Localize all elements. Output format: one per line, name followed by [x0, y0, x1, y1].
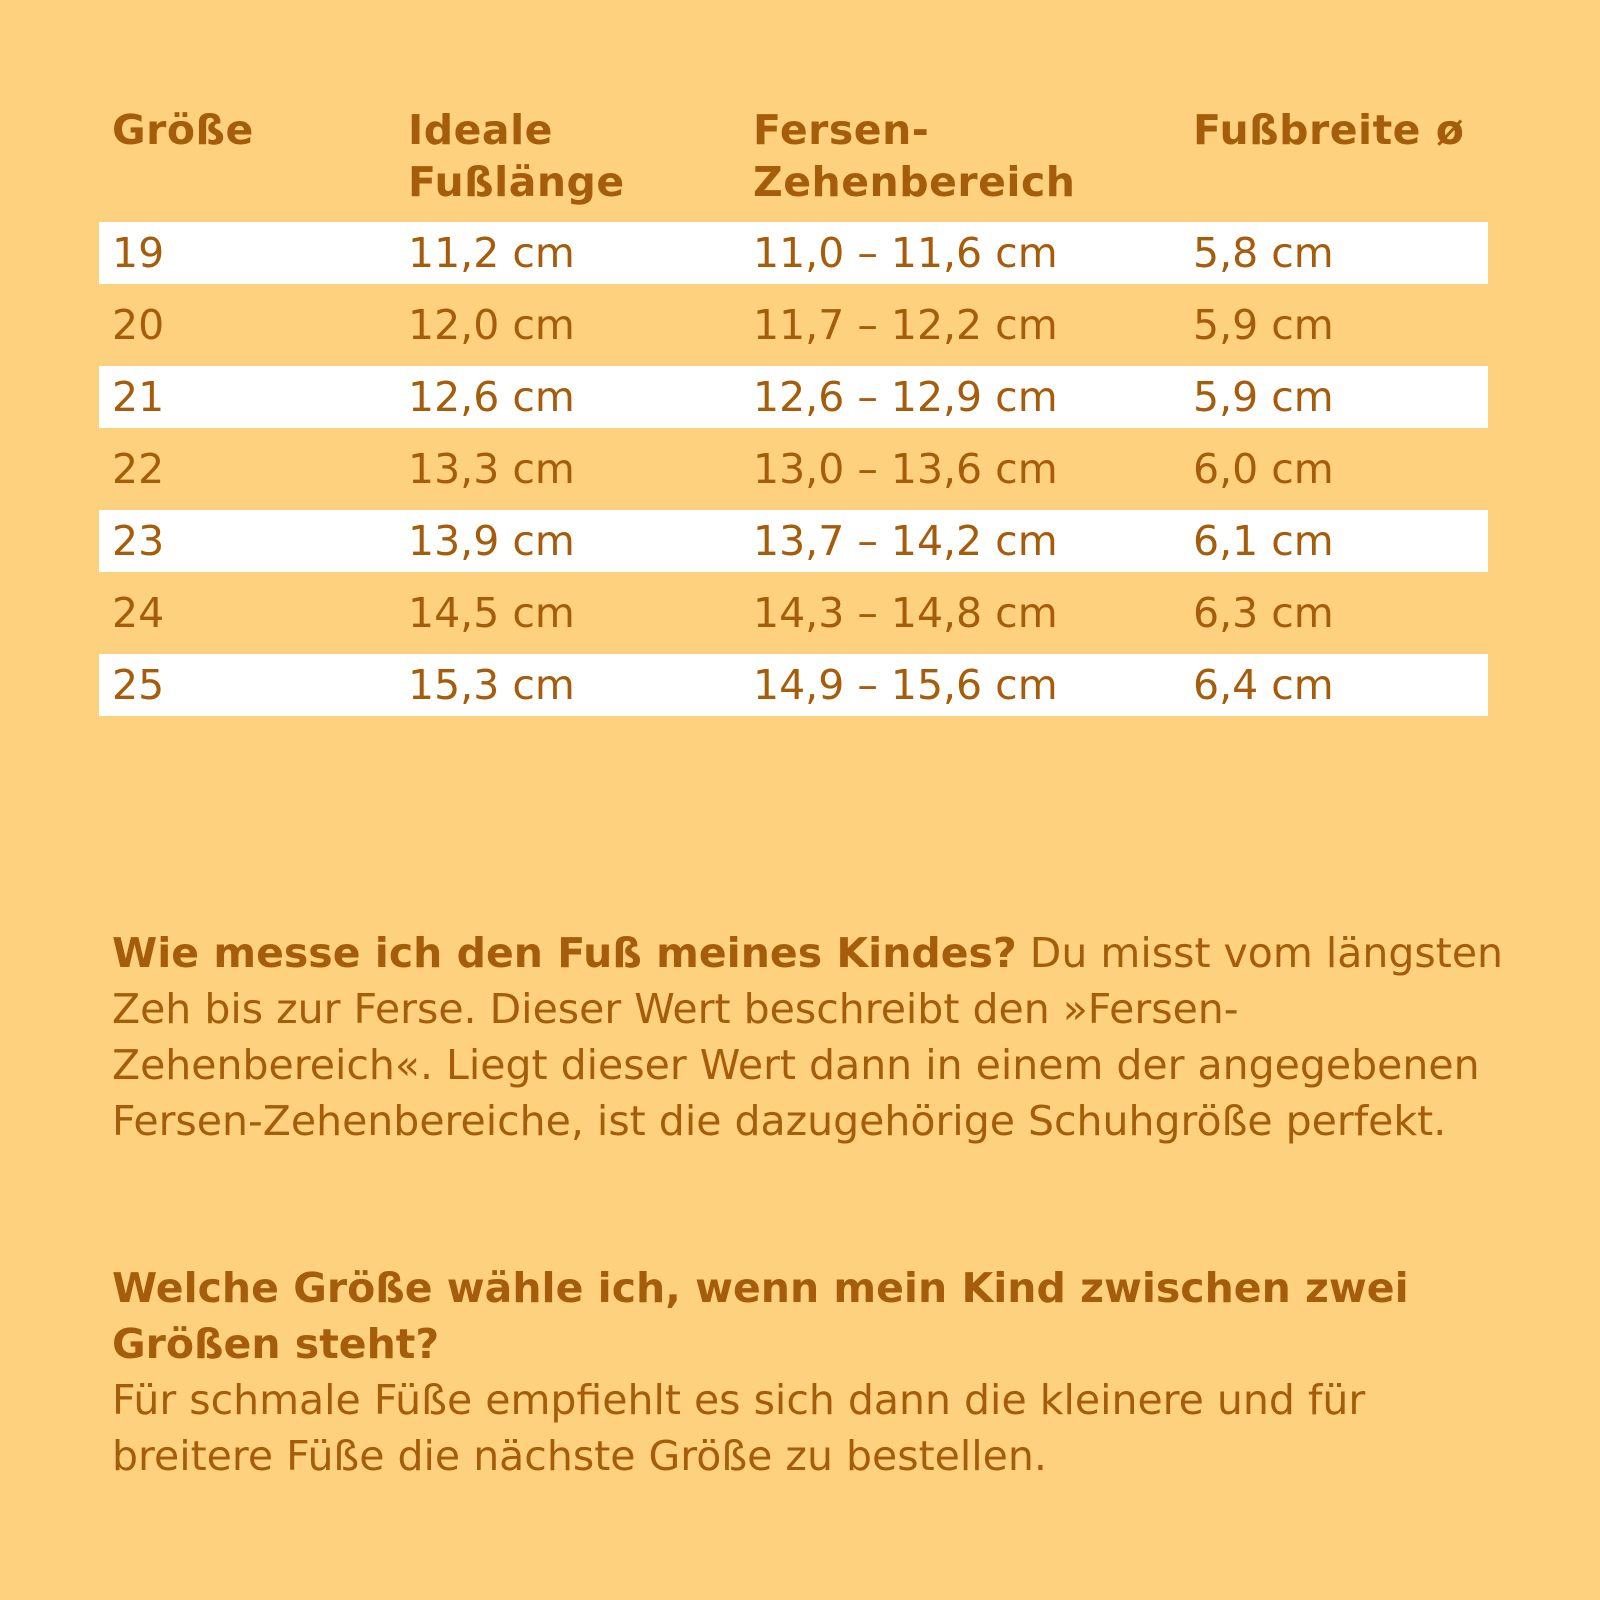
cell-foot-width: 6,3 cm — [1193, 589, 1334, 637]
cell-heel-toe-range: 11,7 – 12,2 cm — [753, 301, 1058, 349]
table-row — [99, 510, 1488, 572]
faq-measure-foot — [112, 925, 1512, 1149]
header-ideal-foot-length: Ideale Fußlänge — [408, 106, 625, 206]
cell-foot-width: 5,9 cm — [1193, 373, 1334, 421]
table-row — [99, 438, 1488, 500]
cell-foot-length: 11,2 cm — [408, 229, 575, 277]
cell-foot-width: 5,8 cm — [1193, 229, 1334, 277]
cell-foot-length: 12,0 cm — [408, 301, 575, 349]
cell-foot-width: 5,9 cm — [1193, 301, 1334, 349]
cell-size: 20 — [112, 301, 165, 349]
cell-size: 19 — [112, 229, 165, 277]
cell-heel-toe-range: 14,9 – 15,6 cm — [753, 661, 1058, 709]
cell-heel-toe-range: 11,0 – 11,6 cm — [753, 229, 1058, 277]
cell-foot-length: 13,3 cm — [408, 445, 575, 493]
table-row — [99, 366, 1488, 428]
cell-heel-toe-range: 12,6 – 12,9 cm — [753, 373, 1058, 421]
header-heel-toe-range: Fersen- Zehenbereich — [753, 106, 1076, 206]
cell-foot-length: 14,5 cm — [408, 589, 575, 637]
cell-size: 22 — [112, 445, 165, 493]
cell-size: 21 — [112, 373, 165, 421]
header-foot-width: Fußbreite ø — [1193, 106, 1465, 154]
table-header-row — [99, 104, 1488, 222]
table-row — [99, 654, 1488, 716]
cell-heel-toe-range: 13,7 – 14,2 cm — [753, 517, 1058, 565]
cell-foot-length: 12,6 cm — [408, 373, 575, 421]
table-row — [99, 582, 1488, 644]
faq-answer: Du misst vom längsten Zeh bis zur Ferse. Dieser Wert beschreibt den »Fersen-Zehenbereich«. Liegt dieser Wert dann in einem der angegebenen Fersen-Zehenbereiche, ist die dazugehörige Schuhgröße perfekt. — [112, 929, 1504, 1145]
size-table — [99, 104, 1488, 726]
cell-foot-length: 15,3 cm — [408, 661, 575, 709]
faq-question: Welche Größe wähle ich, wenn mein Kind zwischen zwei Größen steht? — [112, 1264, 1409, 1368]
cell-size: 25 — [112, 661, 165, 709]
cell-heel-toe-range: 13,0 – 13,6 cm — [753, 445, 1058, 493]
faq-question: Wie messe ich den Fuß meines Kindes? — [112, 929, 1017, 977]
faq-between-sizes — [112, 1260, 1512, 1484]
cell-foot-width: 6,1 cm — [1193, 517, 1334, 565]
cell-foot-width: 6,0 cm — [1193, 445, 1334, 493]
cell-foot-width: 6,4 cm — [1193, 661, 1334, 709]
faq-answer: Für schmale Füße empfiehlt es sich dann die kleinere und für breitere Füße die nächste Größe zu bestellen. — [112, 1376, 1366, 1480]
cell-foot-length: 13,9 cm — [408, 517, 575, 565]
table-row — [99, 294, 1488, 356]
cell-size: 24 — [112, 589, 165, 637]
table-row — [99, 222, 1488, 284]
cell-size: 23 — [112, 517, 165, 565]
cell-heel-toe-range: 14,3 – 14,8 cm — [753, 589, 1058, 637]
header-size: Größe — [112, 106, 254, 154]
